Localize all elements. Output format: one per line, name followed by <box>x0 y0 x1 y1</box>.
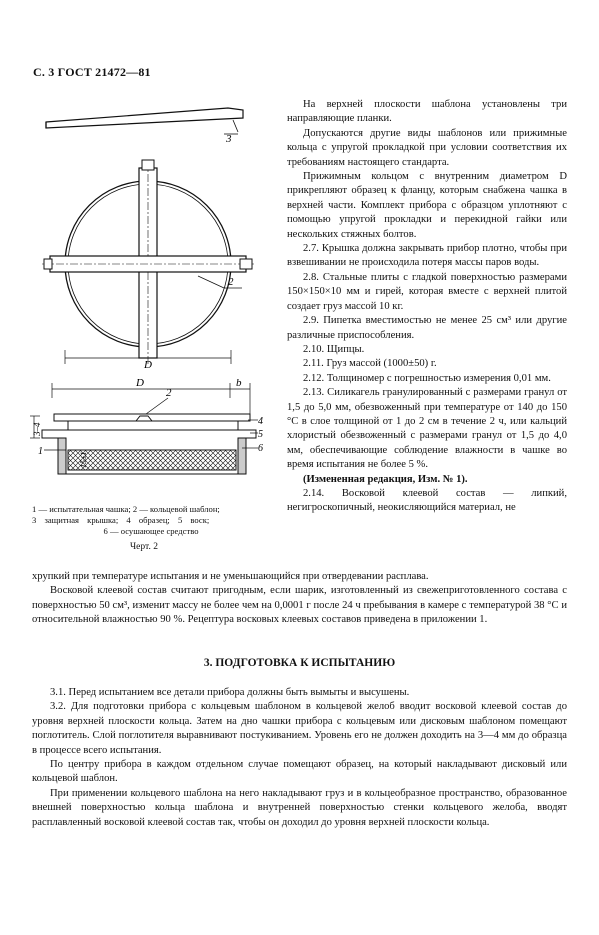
device-drawing <box>28 98 278 558</box>
label-d-plan: D <box>144 359 152 371</box>
paragraph: На верхней плоскости шаблона установлены три направляющие планки. <box>287 99 567 125</box>
caption-line: 6 — осушающее средство <box>103 526 199 536</box>
figure-caption <box>32 504 270 537</box>
label-2-plan: 2 <box>228 276 234 288</box>
paragraph: 3.2. Для подготовки прибора с кольцевым шаблоном в кольцевой желоб вводит восковой клеевой состав до уровня верхней плоскости кольца. Затем на дно чашки прибора с кольцевым или дисковым шаблоном помещают поглотитель. Слой поглотителя выравнивают постукиванием. Уровень его не должен доходить на 3—4 мм до образца в процессе всего испытания. <box>32 701 567 756</box>
paragraph: По центру прибора в каждом отдельном случае помещают образец, на который накладывают дисковый или кольцевой шаблон. <box>32 759 567 785</box>
label-15: 15±1 <box>79 451 88 468</box>
label-3-4: 3–4 <box>32 422 42 436</box>
figure-title: Черт. 2 <box>130 542 158 552</box>
paragraph: 2.8. Стальные плиты с гладкой поверхностью размерами 150×150×10 мм и гирей, которая вместе с верхней плитой создает груз массой 10 кг. <box>287 271 567 312</box>
paragraph: При применении кольцевого шаблона на него накладывают груз и в кольцеобразное пространство, образованное внешней поверхностью кольца шаблона и внутренней поверхностью стенки кольцевого желоба, вводят расплавленный восковой клеевой состав так, чтобы он доходил до уровня верхней плоскости кольца. <box>32 787 567 828</box>
section-body <box>32 686 567 830</box>
full-width-text-top <box>32 570 567 628</box>
label-b: b <box>236 377 242 389</box>
page-header: С. 3 ГОСТ 21472—81 <box>33 65 151 79</box>
label-d-section: D <box>136 377 144 389</box>
label-3-top: 3 <box>226 133 232 145</box>
amendment-note: (Измененная редакция, Изм. № 1). <box>303 473 468 485</box>
paragraph: 2.7. Крышка должна закрывать прибор плотно, чтобы при взвешивании не происходила потеря массы паров воды. <box>287 243 567 269</box>
caption-line: 1 — испытательная чашка; 2 — кольцевой шаблон; <box>32 504 220 514</box>
paragraph: 2.12. Толщиномер с погрешностью измерения 0,01 мм. <box>303 372 551 384</box>
section-view <box>30 383 258 474</box>
section-title: 3. ПОДГОТОВКА К ИСПЫТАНИЮ <box>203 657 396 669</box>
label-4: 4 <box>258 416 263 427</box>
paragraph: 2.14. Восковой клеевой состав — липкий, негигроскопичный, неокисляющийся материал, не <box>287 487 567 514</box>
label-1: 1 <box>38 446 43 457</box>
paragraph: Допускаются другие виды шаблонов или прижимные кольца с упругой прокладкой при условии соответствия их требованиям настоящего стандарта. <box>287 127 567 168</box>
paragraph: 3.1. Перед испытанием все детали прибора должны быть вымыты и высушены. <box>50 687 410 698</box>
label-6: 6 <box>258 443 263 454</box>
ring-template-plan <box>42 160 254 366</box>
paragraph: хрупкий при температуре испытания и не уменьшающийся при отвердевании расплава. <box>32 571 429 582</box>
protective-cover-view <box>46 108 243 134</box>
right-column-text <box>287 98 567 516</box>
caption-line: 3 защитная крышка; 4 образец; 5 воск; <box>32 515 210 525</box>
paragraph: 2.9. Пипетка вместимостью не менее 25 см³ или другие различные приспособления. <box>287 315 567 341</box>
paragraph: 2.13. Силикагель гранулированный с размерами гранул от 1,5 до 5,0 мм, обезвоженный при температуре от 140 до 150 °С в слое толщиной от 1 до 2 см в течение 2 ч, или кальций хлористый обезвоженный с размерами гранул от 1,5 до 4,0 мм, обеспечивающие соблюдение влажности в чашке во время испытания не более 5 %. <box>287 387 567 471</box>
paragraph: 2.11. Груз массой (1000±50) г. <box>303 358 437 370</box>
paragraph: 2.10. Щипцы. <box>303 343 365 355</box>
paragraph: Восковой клеевой состав считают пригодным, если шарик, изготовленный из свежеприготовленного состава с поверхностью 50 см³, изменит массу не более чем на 0,0001 г после 24 ч пребывания в камере с температурой 38 °С и относительной влажностью 90 %. Рецептура восковых клеевых составов приведена в приложении 1. <box>32 585 567 626</box>
label-5: 5 <box>258 429 263 440</box>
paragraph: Прижимным кольцом с внутренним диаметром D прикрепляют образец к фланцу, которым снабжена чашка в верхней части. Комплект прибора с образцом уплотняют с помощью упругой прокладки и перекидной гайки или нескольких стяжных болтов. <box>287 171 567 240</box>
label-2-section: 2 <box>166 387 172 399</box>
